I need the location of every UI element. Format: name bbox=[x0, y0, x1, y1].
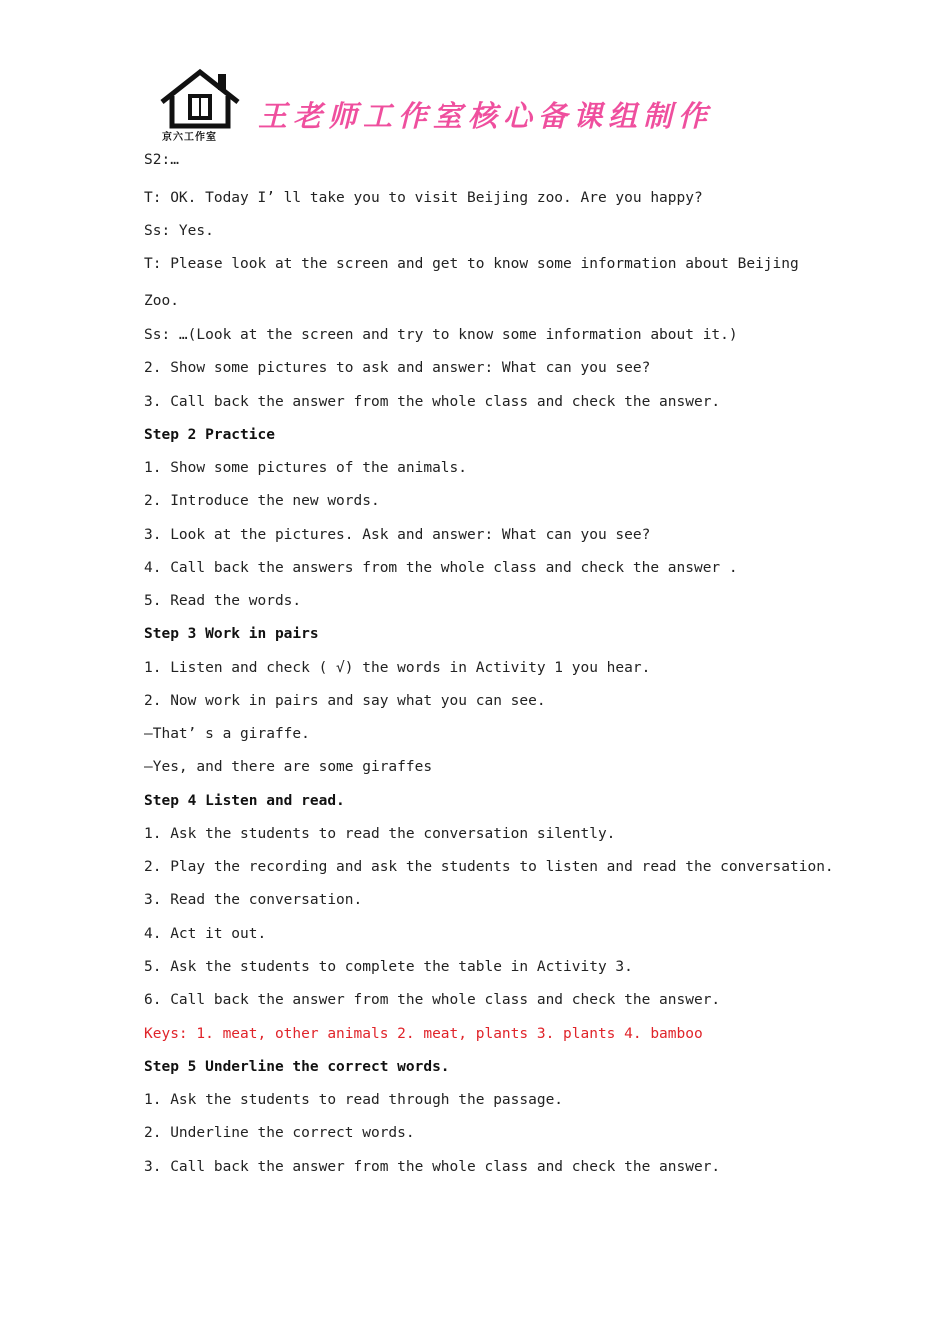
list-item: 5. Read the words. bbox=[144, 593, 302, 609]
studio-banner: 王老师工作室核心备课组制作 bbox=[258, 99, 714, 133]
list-item: 6. Call back the answer from the whole class and check the answer. bbox=[144, 992, 721, 1008]
step-heading: Step 4 Listen and read. bbox=[144, 793, 345, 809]
dialogue-line: Ss: Yes. bbox=[144, 223, 214, 239]
list-item: 4. Call back the answers from the whole class and check the answer . bbox=[144, 560, 738, 576]
dialogue-line: Ss: …(Look at the screen and try to know some information about it.) bbox=[144, 327, 738, 343]
answer-keys: Keys: 1. meat, other animals 2. meat, plants 3. plants 4. bamboo bbox=[144, 1026, 703, 1042]
list-item: 3. Read the conversation. bbox=[144, 892, 363, 908]
dialogue-line: S2:… bbox=[144, 152, 179, 168]
list-item: 3. Call back the answer from the whole class and check the answer. bbox=[144, 394, 721, 410]
dialogue-line: Zoo. bbox=[144, 293, 179, 309]
logo-caption: 京六工作室 bbox=[162, 132, 217, 143]
list-item: 3. Call back the answer from the whole class and check the answer. bbox=[144, 1159, 721, 1175]
list-item: 2. Now work in pairs and say what you can see. bbox=[144, 693, 546, 709]
dialogue-line: T: OK. Today I’ ll take you to visit Beijing zoo. Are you happy? bbox=[144, 190, 703, 206]
house-icon bbox=[158, 68, 242, 132]
studio-logo bbox=[158, 68, 242, 144]
list-item: 1. Ask the students to read through the passage. bbox=[144, 1092, 564, 1108]
list-item: 4. Act it out. bbox=[144, 926, 267, 942]
list-item: 1. Show some pictures of the animals. bbox=[144, 460, 468, 476]
list-item: 2. Play the recording and ask the students to listen and read the conversation. bbox=[144, 859, 834, 875]
dialogue-line: T: Please look at the screen and get to know some information about Beijing bbox=[144, 256, 799, 272]
list-item: 2. Introduce the new words. bbox=[144, 493, 380, 509]
step-heading: Step 5 Underline the correct words. bbox=[144, 1059, 450, 1075]
list-item: 2. Show some pictures to ask and answer: What can you see? bbox=[144, 360, 651, 376]
list-item: 3. Look at the pictures. Ask and answer: What can you see? bbox=[144, 527, 651, 543]
page-header bbox=[158, 68, 808, 148]
list-item: 1. Listen and check ( √) the words in Activity 1 you hear. bbox=[144, 660, 651, 676]
step-heading: Step 2 Practice bbox=[144, 427, 275, 443]
list-item: 1. Ask the students to read the conversation silently. bbox=[144, 826, 616, 842]
list-item: 5. Ask the students to complete the table in Activity 3. bbox=[144, 959, 633, 975]
dialogue-line: —Yes, and there are some giraffes bbox=[144, 759, 433, 775]
dialogue-line: —That’ s a giraffe. bbox=[144, 726, 310, 742]
step-heading: Step 3 Work in pairs bbox=[144, 626, 319, 642]
list-item: 2. Underline the correct words. bbox=[144, 1125, 415, 1141]
